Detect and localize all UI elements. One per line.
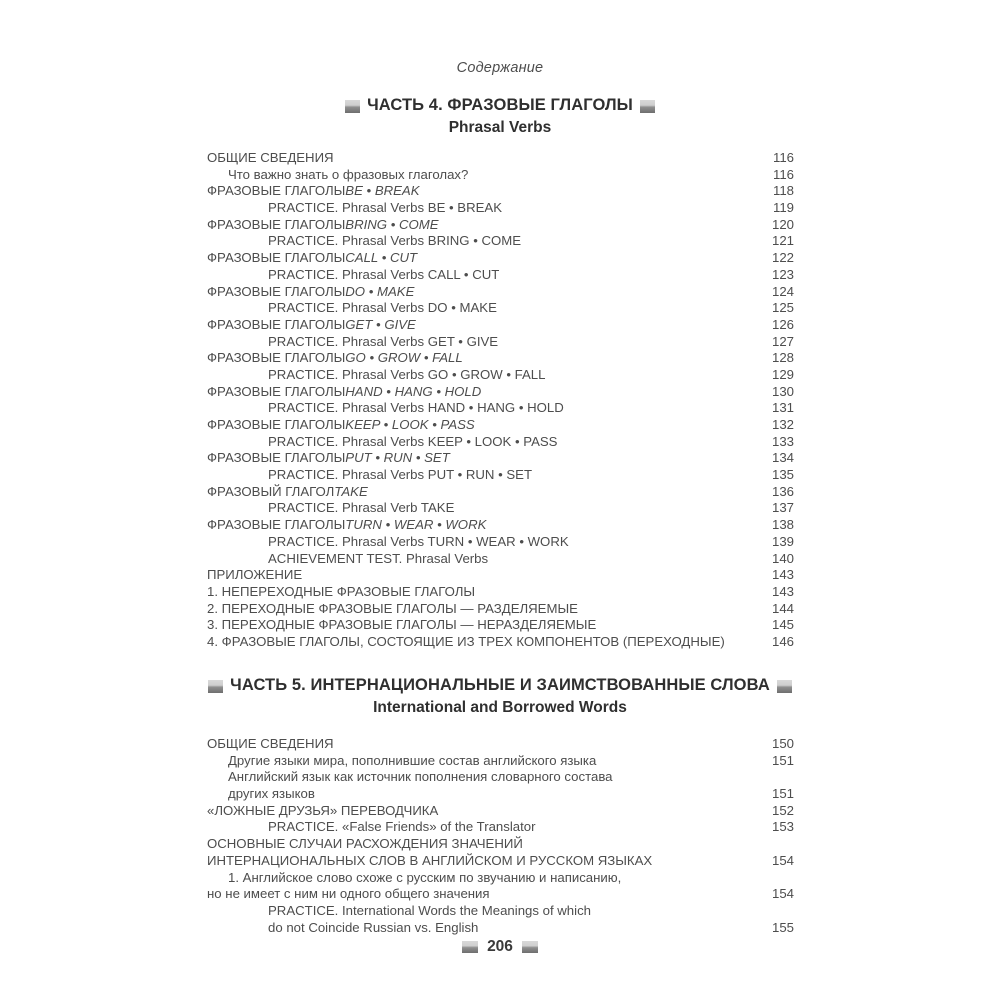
toc-entry-page-number: 134	[771, 450, 794, 466]
toc-entry[interactable]	[207, 819, 794, 836]
toc-entry-label: ФРАЗОВЫЕ ГЛАГОЛЫ	[207, 517, 346, 533]
toc-entry-label: Что важно знать о фразовых глаголах?	[228, 166, 469, 182]
toc-entry-page-number: 150	[771, 736, 794, 751]
toc-entry-label: PRACTICE. International Words the Meanings of which	[268, 902, 591, 918]
toc-entry-page-number: 153	[771, 819, 794, 835]
toc-entry[interactable]	[207, 300, 794, 317]
toc-entry-label: PRACTICE. Phrasal Verbs HAND • HANG • HOLD	[268, 400, 564, 416]
toc-entry-label: 1. Английское слово схоже с русским по звучанию и написанию,	[228, 869, 622, 885]
toc-entry-page-number: 146	[771, 633, 794, 649]
toc-entry[interactable]	[207, 317, 794, 334]
toc-entry-page-number: 154	[771, 886, 794, 902]
toc-entry-verbs: GET • GIVE	[345, 316, 416, 332]
toc-entry[interactable]	[207, 400, 794, 417]
ornament-square-icon	[640, 100, 655, 113]
toc-entry-page-number: 126	[771, 316, 794, 332]
toc-entry[interactable]	[207, 517, 794, 534]
part-4-title-ru-text: ЧАСТЬ 4. ФРАЗОВЫЕ ГЛАГОЛЫ	[367, 96, 633, 114]
toc-entry-page-number: 154	[771, 852, 794, 868]
toc-entry-verbs: CALL • CUT	[345, 250, 418, 266]
toc-entry[interactable]	[207, 350, 794, 367]
toc-entry-page-number: 128	[771, 350, 794, 366]
toc-entry-page-number: 120	[771, 216, 794, 232]
toc-entry[interactable]	[207, 786, 794, 803]
toc-entry-label: PRACTICE. Phrasal Verbs BE • BREAK	[268, 200, 503, 216]
toc-entry-page-number: 135	[771, 467, 794, 483]
toc-entry[interactable]	[207, 769, 794, 786]
toc-entry-page-number: 140	[771, 550, 794, 566]
toc-entry[interactable]	[207, 500, 794, 517]
toc-entry-page-number: 121	[771, 233, 794, 249]
toc-entry-label: ОСНОВНЫЕ СЛУЧАИ РАСХОЖДЕНИЯ ЗНАЧЕНИЙ	[207, 836, 523, 852]
toc-entry-label: PRACTICE. Phrasal Verbs KEEP • LOOK • PASS	[268, 433, 558, 449]
toc-entry-label: 4. ФРАЗОВЫЕ ГЛАГОЛЫ, СОСТОЯЩИЕ ИЗ ТРЕХ КОМПОНЕНТОВ (ПЕРЕХОДНЫЕ)	[207, 633, 725, 649]
toc-entry-verbs: BE • BREAK	[345, 183, 420, 199]
toc-entry-label: PRACTICE. Phrasal Verbs TURN • WEAR • WORK	[268, 533, 569, 549]
toc-entry[interactable]	[207, 484, 794, 501]
part-5-title-ru	[0, 676, 1000, 695]
toc-entry[interactable]	[207, 567, 794, 584]
toc-entry[interactable]	[207, 150, 794, 167]
toc-entry-page-number: 129	[771, 366, 794, 382]
toc-entry-label: ФРАЗОВЫЕ ГЛАГОЛЫ	[207, 383, 346, 399]
toc-entry-verbs: TURN • WEAR • WORK	[345, 517, 487, 533]
toc-entry[interactable]	[207, 467, 794, 484]
toc-entry-page-number: 133	[771, 433, 794, 449]
toc-entry-label: Английский язык как источник пополнения словарного состава	[228, 769, 613, 785]
toc-entry-label: PRACTICE. Phrasal Verbs GET • GIVE	[268, 333, 499, 349]
toc-entry[interactable]	[207, 284, 794, 301]
toc-entry-label: 2. ПЕРЕХОДНЫЕ ФРАЗОВЫЕ ГЛАГОЛЫ — РАЗДЕЛЯЕМЫЕ	[207, 600, 578, 616]
toc-entry-page-number: 123	[771, 266, 794, 282]
toc-entry-label: PRACTICE. Phrasal Verbs BRING • COME	[268, 233, 522, 249]
part-4-title-ru	[0, 96, 1000, 115]
toc-entry[interactable]	[207, 217, 794, 234]
toc-entry-label: ФРАЗОВЫЕ ГЛАГОЛЫ	[207, 250, 346, 266]
toc-entry-label: PRACTICE. Phrasal Verbs GO • GROW • FALL	[268, 366, 546, 382]
toc-entry-page-number: 151	[771, 786, 794, 802]
toc-entry-verbs: PUT • RUN • SET	[345, 450, 450, 466]
toc-entry-page-number: 152	[771, 802, 794, 818]
ornament-square-icon	[777, 680, 792, 693]
toc-entry[interactable]	[207, 250, 794, 267]
toc-entry[interactable]	[207, 584, 794, 601]
toc-entry-label: ФРАЗОВЫЕ ГЛАГОЛЫ	[207, 450, 346, 466]
toc-entry-page-number: 138	[771, 517, 794, 533]
toc-entry-page-number: 122	[771, 250, 794, 266]
toc-entry[interactable]	[207, 870, 794, 887]
toc-entry-page-number: 116	[772, 166, 794, 182]
toc-entry-label: ФРАЗОВЫЕ ГЛАГОЛЫ	[207, 283, 346, 299]
toc-entry[interactable]	[207, 853, 794, 870]
toc-entry-label: ФРАЗОВЫЙ ГЛАГОЛ	[207, 483, 335, 499]
toc-entry-page-number: 143	[771, 567, 794, 583]
toc-entry-page-number: 155	[771, 919, 794, 935]
toc-entry-label: ФРАЗОВЫЕ ГЛАГОЛЫ	[207, 316, 346, 332]
toc-entry-label: Другие языки мира, пополнившие состав английского языка	[228, 752, 597, 768]
toc-entry-verbs: DO • MAKE	[345, 283, 415, 299]
toc-entry[interactable]	[207, 617, 794, 634]
toc-entry[interactable]	[207, 836, 794, 853]
toc-entry-label: ОБЩИЕ СВЕДЕНИЯ	[207, 150, 334, 165]
toc-entry-page-number: 145	[771, 617, 794, 633]
ornament-square-icon	[522, 941, 538, 953]
toc-entry-label: ФРАЗОВЫЕ ГЛАГОЛЫ	[207, 417, 346, 432]
toc-entry-page-number: 118	[772, 183, 794, 199]
toc-entry-page-number: 130	[771, 383, 794, 399]
toc-entry[interactable]	[207, 534, 794, 551]
toc-entry-label: других языков	[228, 786, 315, 802]
toc-entry[interactable]	[207, 920, 794, 937]
toc-entry[interactable]	[207, 753, 794, 770]
toc-entry[interactable]	[207, 634, 794, 651]
toc-entry-verbs: HAND • HANG • HOLD	[345, 383, 482, 399]
toc-entry-page-number: 132	[771, 417, 794, 432]
toc-entry[interactable]	[207, 167, 794, 184]
toc-entry[interactable]	[207, 434, 794, 451]
toc-entry-label: PRACTICE. «False Friends» of the Translator	[268, 819, 536, 835]
toc-entry-page-number: 125	[771, 300, 794, 316]
toc-entry-label: ПРИЛОЖЕНИЕ	[207, 567, 303, 583]
toc-entry-page-number: 136	[771, 483, 794, 499]
toc-entry[interactable]	[207, 384, 794, 401]
toc-entry-page-number: 151	[771, 752, 794, 768]
folio-number	[462, 938, 538, 956]
ornament-square-icon	[208, 680, 223, 693]
part-4-heading	[0, 96, 1000, 137]
toc-entry-page-number: 139	[771, 533, 794, 549]
toc-entry-label: ОБЩИЕ СВЕДЕНИЯ	[207, 736, 334, 751]
toc-entry[interactable]	[207, 267, 794, 284]
part-4-title-en: Phrasal Verbs	[448, 119, 552, 136]
page-footer	[0, 938, 1000, 958]
toc-entry-label: ФРАЗОВЫЕ ГЛАГОЛЫ	[207, 183, 346, 199]
toc-entry-label: «ЛОЖНЫЕ ДРУЗЬЯ» ПЕРЕВОДЧИКА	[207, 802, 439, 818]
toc-entry-page-number: 116	[772, 150, 794, 165]
toc-entry-label: PRACTICE. Phrasal Verb TAKE	[268, 500, 455, 516]
toc-entry[interactable]	[207, 233, 794, 250]
toc-entry[interactable]	[207, 551, 794, 568]
toc-entry-label: do not Coincide Russian vs. English	[268, 919, 479, 935]
toc-entry-page-number: 137	[771, 500, 794, 516]
toc-entry-verbs: TAKE	[334, 483, 368, 499]
toc-list-part-5	[207, 736, 794, 936]
toc-entry[interactable]	[207, 334, 794, 351]
toc-entry[interactable]	[207, 450, 794, 467]
part-5-title-en: International and Borrowed Words	[373, 699, 627, 716]
toc-entry-label: PRACTICE. Phrasal Verbs PUT • RUN • SET	[268, 467, 533, 483]
toc-entry-label: PRACTICE. Phrasal Verbs CALL • CUT	[268, 266, 500, 282]
toc-entry-label: но не имеет с ним ни одного общего значения	[207, 886, 490, 902]
toc-entry-page-number: 143	[771, 583, 794, 599]
running-head: Содержание	[456, 60, 544, 76]
toc-entry[interactable]	[207, 736, 794, 753]
toc-entry-label: ФРАЗОВЫЕ ГЛАГОЛЫ	[207, 350, 346, 366]
ornament-square-icon	[345, 100, 360, 113]
toc-entry-verbs: GO • GROW • FALL	[345, 350, 463, 366]
toc-entry[interactable]	[207, 417, 794, 434]
toc-entry-page-number: 131	[771, 400, 794, 416]
toc-entry[interactable]	[207, 803, 794, 820]
toc-entry[interactable]	[207, 601, 794, 618]
toc-entry[interactable]	[207, 903, 794, 920]
folio-number-text: 206	[487, 938, 513, 955]
toc-entry-page-number: 119	[772, 200, 794, 216]
part-5-heading	[0, 676, 1000, 717]
toc-entry[interactable]	[207, 200, 794, 217]
toc-list-part-4	[207, 150, 794, 651]
part-5-title-ru-text: ЧАСТЬ 5. ИНТЕРНАЦИОНАЛЬНЫЕ И ЗАИМСТВОВАННЫЕ СЛОВА	[230, 676, 770, 694]
toc-entry-verbs: KEEP • LOOK • PASS	[345, 417, 475, 432]
toc-entry-page-number: 144	[771, 600, 794, 616]
toc-entry-label: PRACTICE. Phrasal Verbs DO • MAKE	[268, 300, 497, 316]
toc-entry-label: 3. ПЕРЕХОДНЫЕ ФРАЗОВЫЕ ГЛАГОЛЫ — НЕРАЗДЕЛЯЕМЫЕ	[207, 617, 597, 633]
toc-entry[interactable]	[207, 886, 794, 903]
toc-entry-verbs: BRING • COME	[345, 216, 439, 232]
toc-entry-label: ACHIEVEMENT TEST. Phrasal Verbs	[268, 550, 489, 566]
ornament-square-icon	[462, 941, 478, 953]
toc-entry[interactable]	[207, 367, 794, 384]
toc-entry-label: ФРАЗОВЫЕ ГЛАГОЛЫ	[207, 216, 346, 232]
toc-entry-label: ИНТЕРНАЦИОНАЛЬНЫХ СЛОВ В АНГЛИЙСКОМ И РУССКОМ ЯЗЫКАХ	[207, 852, 653, 868]
toc-entry-page-number: 124	[771, 283, 794, 299]
toc-entry[interactable]	[207, 183, 794, 200]
toc-entry-label: 1. НЕПЕРЕХОДНЫЕ ФРАЗОВЫЕ ГЛАГОЛЫ	[207, 583, 476, 599]
toc-entry-page-number: 127	[771, 333, 794, 349]
